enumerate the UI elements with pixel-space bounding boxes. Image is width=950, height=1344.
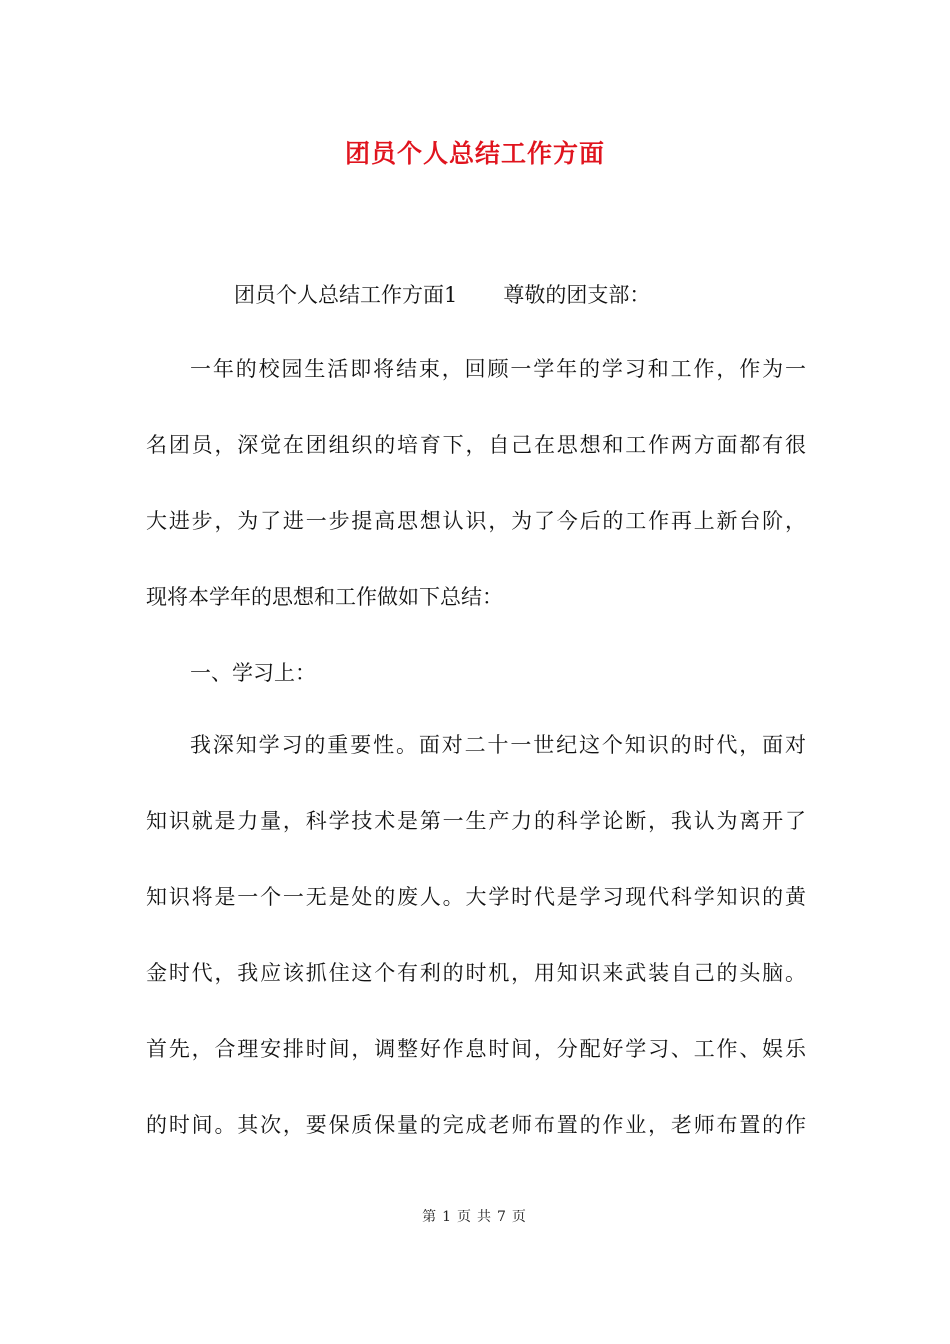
paragraph-line: 现将本学年的思想和工作做如下总结： bbox=[146, 585, 503, 609]
footer-page-word: 页 bbox=[457, 1209, 473, 1225]
page-footer bbox=[0, 1206, 950, 1226]
total-pages-number: 7 bbox=[497, 1209, 508, 1225]
paragraph-line: 的时间。其次，要保质保量的完成老师布置的作业，老师布置的作 bbox=[146, 1113, 806, 1137]
footer-prefix: 第 bbox=[422, 1209, 439, 1225]
document-title: 团员个人总结工作方面 bbox=[344, 139, 605, 168]
section-heading: 团员个人总结工作方面1 bbox=[234, 283, 458, 307]
paragraph-line: 名团员，深觉在团组织的培育下，自己在思想和工作两方面都有很 bbox=[146, 433, 806, 457]
footer-suffix: 页 bbox=[511, 1209, 528, 1225]
salutation: 尊敬的团支部： bbox=[503, 283, 651, 307]
footer-total-prefix: 共 bbox=[477, 1209, 493, 1225]
current-page-number: 1 bbox=[442, 1209, 453, 1225]
heading-line bbox=[234, 275, 650, 315]
paragraph-line: 知识将是一个一无是处的废人。大学时代是学习现代科学知识的黄 bbox=[146, 885, 806, 909]
paragraph-line: 一年的校园生活即将结束，回顾一学年的学习和工作，作为一 bbox=[190, 357, 806, 381]
paragraph-line: 金时代，我应该抓住这个有利的时机，用知识来武装自己的头脑。 bbox=[146, 961, 806, 985]
paragraph-line: 知识就是力量，科学技术是第一生产力的科学论断，我认为离开了 bbox=[146, 809, 806, 833]
paragraph-line: 首先，合理安排时间，调整好作息时间，分配好学习、工作、娱乐 bbox=[146, 1037, 806, 1061]
paragraph-line: 我深知学习的重要性。面对二十一世纪这个知识的时代，面对 bbox=[190, 733, 806, 757]
paragraph-line: 大进步，为了进一步提高思想认识，为了今后的工作再上新台阶， bbox=[146, 509, 806, 533]
section-1-heading: 一、学习上： bbox=[190, 661, 316, 685]
